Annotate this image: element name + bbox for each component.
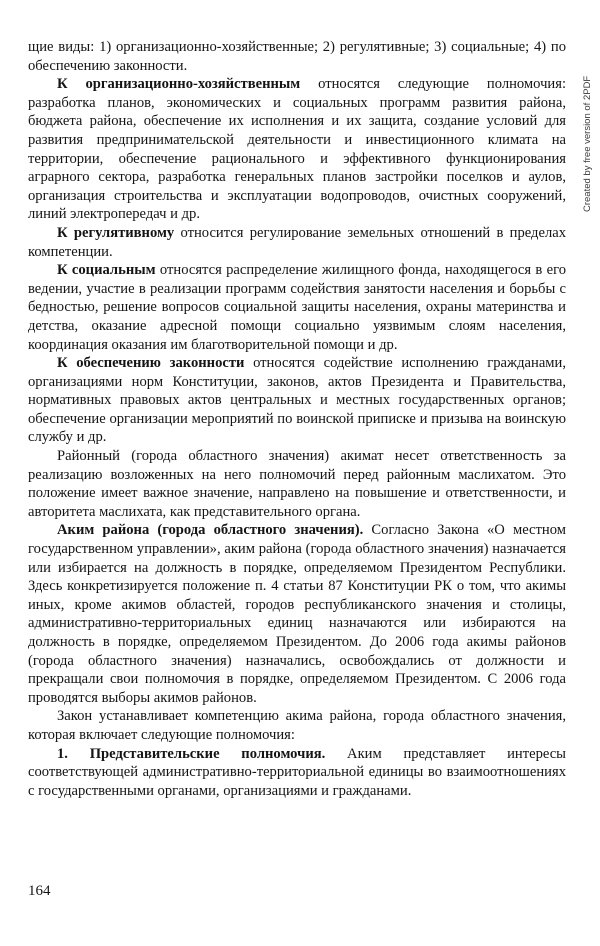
text-span: относится регулирование земельных отношений в пределах компетенции. xyxy=(28,224,566,260)
paragraph-social xyxy=(28,261,566,354)
bold-term: К организационно-хозяйственным xyxy=(57,76,301,93)
paragraph-law xyxy=(28,707,566,744)
page-body xyxy=(28,38,566,800)
paragraph-responsibility xyxy=(28,447,566,521)
paragraph-regulatory xyxy=(28,224,566,261)
text-span: щие виды: 1) организационно-хозяйственные; 2) регулятивные; 3) социальные; 4) по обеспечению законности. xyxy=(28,39,566,74)
bold-term: Аким района (города областного значения). xyxy=(57,522,364,539)
watermark-text: Created by free version of 2PDF xyxy=(582,75,593,212)
bold-term: К обеспечению законности xyxy=(57,355,245,372)
text-span: Аким представляет интересы соответствующей административно-территориальной единицы во взаимоотношениях с государственными органами, организациями и гражданами. xyxy=(28,745,566,799)
paragraph-representative xyxy=(28,745,566,801)
text-span: Закон устанавливает компетенцию акима района, города областного значения, которая включает следующие полномочия: xyxy=(28,708,566,743)
paragraph-organizational xyxy=(28,75,566,224)
text-span: относятся следующие полномочия: разработка планов, экономических и социальных программ развития района, бюджета района, обеспечение их исполнения и их защита, создание условий для развития предпринимательской деятельности и инвестиционного климата на территории, обеспечение рационального и эффективного функционирования аграрного сектора, разработка генеральных планов застройки поселков и аулов, организация строительства и эксплуатации водопроводов, очистных сооружений, линий электропередач и др. xyxy=(28,76,566,223)
paragraph-legality xyxy=(28,354,566,447)
text-span: Согласно Закона «О местном государственном управлении», аким района (города областного значения) назначается или избирается на должность в порядке, определяемом Президентом Республики. Здесь конкретизируется положение п. 4 статьи 87 Конституции РК о том, что акимы иных, кроме акимов областей, городов республиканского значения и столицы, административно-территориальных единиц назначаются или избираются на должность в порядке, определяемом Президентом. До 2006 года акимы районов (города областного значения) назначались, освобождались от должности и прекращали свои полномочия в порядке, определяемом Президентом. С 2006 года проводятся выборы акимов районов. xyxy=(28,522,566,706)
text-span: относятся содействие исполнению гражданами, организациями норм Конституции, законов, актов Президента и Правительства, нормативных правовых актов центральных и местных государственных органов; обеспечение организации мероприятий по воинской приписке и призыва на воинскую службу и др. xyxy=(28,355,566,446)
bold-term: К регулятивному xyxy=(57,224,175,241)
paragraph-akim xyxy=(28,521,566,707)
text-span: Районный (города областного значения) акимат несет ответственность за реализацию возложенных на него полномочий перед районным маслихатом. Это положение имеет важное значение, направлено на повышение и ответственности, и авторитета маслихата, как представительного органа. xyxy=(28,448,566,520)
page-number: 164 xyxy=(28,883,51,899)
text-span: относятся распределение жилищного фонда, находящегося в его ведении, участие в реализации программ содействия занятости населения и борьбы с бедностью, решение вопросов социальной защиты населения, охраны материнства и детства, оказание адресной помощи социально уязвимым слоям населения, координация оказания им благотворительной помощи и др. xyxy=(28,262,566,353)
paragraph-types xyxy=(28,38,566,75)
bold-term: К социальным xyxy=(57,262,156,279)
bold-term: 1. Представительские полномочия. xyxy=(57,745,326,762)
